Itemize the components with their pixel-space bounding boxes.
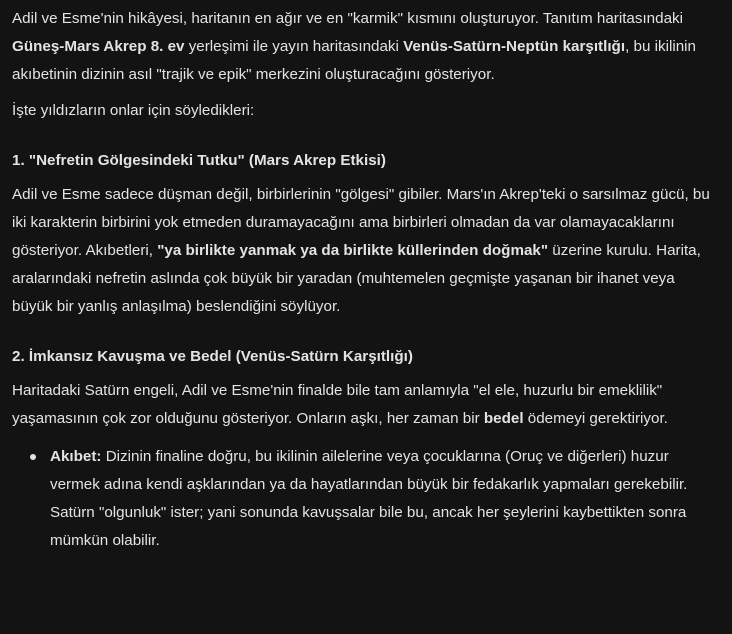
section1-bold-1: "ya birlikte yanmak ya da birlikte küllerinden doğmak" — [157, 242, 549, 259]
bullet-label: Akıbet: — [50, 448, 102, 465]
section1-title: 1. "Nefretin Gölgesindeki Tutku" (Mars Akrep Etkisi) — [12, 152, 386, 169]
section1-text-1: Adil ve Esme sadece düşman değil, birbirlerinin "gölgesi" gibiler. Mars'ın Akrep'teki o sarsılmaz gücü, bu iki karakterin birbirini yok etmeden duramayacağını ama birbirleri olmadan da var olamayacaklarını gösteriyor. Akıbetleri, — [12, 186, 710, 259]
intro-paragraph — [12, 5, 718, 89]
intro-bold-2: Venüs-Satürn-Neptün karşıtlığı — [403, 38, 626, 55]
bullet-dot-icon — [30, 454, 36, 460]
section2-text-1: Haritadaki Satürn engeli, Adil ve Esme'nin finalde bile tam anlamıyla "el ele, huzurlu bir emeklilik" yaşamasının çok zor olduğunu gösteriyor. Onların aşkı, her zaman bir — [12, 382, 663, 427]
section1-text-2: üzerine kurulu. Harita, aralarındaki nefretin aslında çok büyük bir yaradan (muhtemelen geçmişte yaşanan bir ihanet veya büyük bir yanlış anlaşılma) beslendiğini söylüyor. — [12, 242, 701, 315]
section1-paragraph — [12, 181, 718, 321]
section2-bullet-list — [12, 443, 718, 555]
section2-text-2: ödemeyi gerektiriyor. — [523, 410, 668, 427]
list-item — [50, 443, 718, 555]
section2-paragraph — [12, 377, 718, 433]
bullet-text: Dizinin finaline doğru, bu ikilinin ailelerine veya çocuklarına (Oruç ve diğerleri) huzur vermek adına kendi aşklarından ya da hayatlarından büyük bir fedakarlık yapmaları gerekebilir. Satürn "olgunluk" ister; yani sonunda kavuşsalar bile bu, ancak her şeylerini kaybettikten sonra mümkün olabilir. — [50, 448, 688, 549]
lead-paragraph: İşte yıldızların onlar için söyledikleri: — [12, 102, 255, 119]
section2-title: 2. İmkansız Kavuşma ve Bedel (Venüs-Satürn Karşıtlığı) — [12, 348, 413, 365]
section2-bold-1: bedel — [483, 410, 524, 427]
intro-text-3: , bu ikilinin akıbetinin dizinin asıl "trajik ve epik" merkezini oluşturacağını gösteriyor. — [12, 38, 696, 83]
intro-bold-1: Güneş-Mars Akrep 8. ev — [12, 38, 185, 55]
intro-text-1: Adil ve Esme'nin hikâyesi, haritanın en ağır ve en "karmik" kısmını oluşturuyor. Tanıtım haritasındaki — [12, 10, 683, 27]
intro-text-2: yerleşimi ile yayın haritasındaki — [184, 38, 404, 55]
